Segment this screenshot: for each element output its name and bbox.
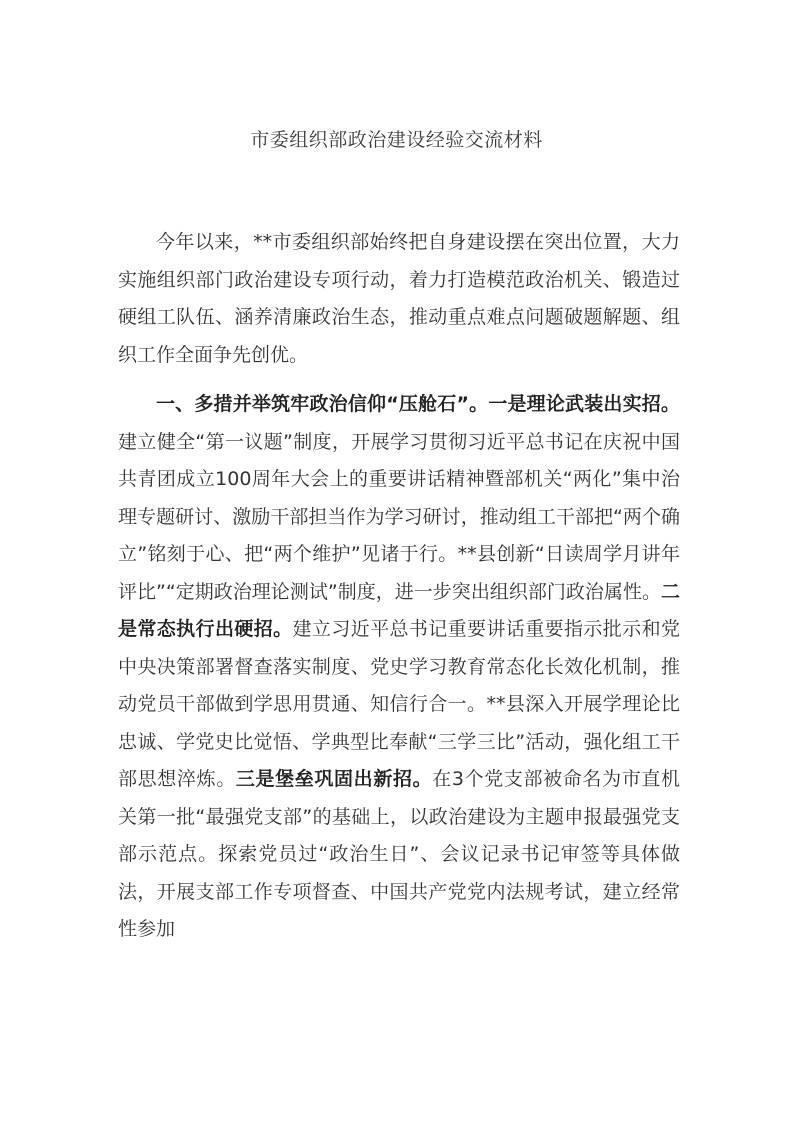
point-2-heading: 二是常态执行出硬招。 <box>118 580 680 640</box>
point-2-text: 建立习近平总书记重要讲话重要指示批示和党中央决策部署督查落实制度、党史学习教育常态化长效化机制，推动党员干部做到学思用贯通、知信行合一。**县深入开展学理论比忠诚、学党史比觉悟、学典型比奉献“三学三比”活动，强化组工干部思想淬炼。 <box>118 618 680 790</box>
point-1-heading: 一是理论武装出实招。 <box>488 393 680 415</box>
point-1-text: 建立健全“第一议题”制度，开展学习贯彻习近平总书记在庆祝中国共青团成立100周年大会上的重要讲话精神暨部机关“两化”集中治理专题研讨、激励干部担当作为学习研讨，推动组工干部把“两个确立”铭刻于心、把“两个维护”见诸于行。**县创新“日读周学月讲年评比”“定期政治理论测试”制度，进一步突出组织部门政治属性。 <box>118 430 680 603</box>
section-1-heading: 一、多措并举筑牢政治信仰“压舱石”。 <box>156 393 489 415</box>
section-1-paragraph <box>118 386 680 949</box>
point-3-text: 在3个党支部被命名为市直机关第一批“最强党支部”的基础上，以政治建设为主题申报最强党支部示范点。探索党员过“政治生日”、会议记录书记审签等具体做法，开展支部工作专项督查、中国共产党党内法规考试，建立经常性参加 <box>118 768 680 940</box>
document-body <box>118 224 680 961</box>
intro-paragraph: 今年以来，**市委组织部始终把自身建设摆在突出位置，大力实施组织部门政治建设专项行动，着力打造模范政治机关、锻造过硬组工队伍、涵养清廉政治生态，推动重点难点问题破题解题、组织工作全面争先创优。 <box>118 231 680 366</box>
document-title: 市委组织部政治建设经验交流材料 <box>250 129 543 151</box>
point-3-heading: 三是堡垒巩固出新招。 <box>235 768 433 790</box>
